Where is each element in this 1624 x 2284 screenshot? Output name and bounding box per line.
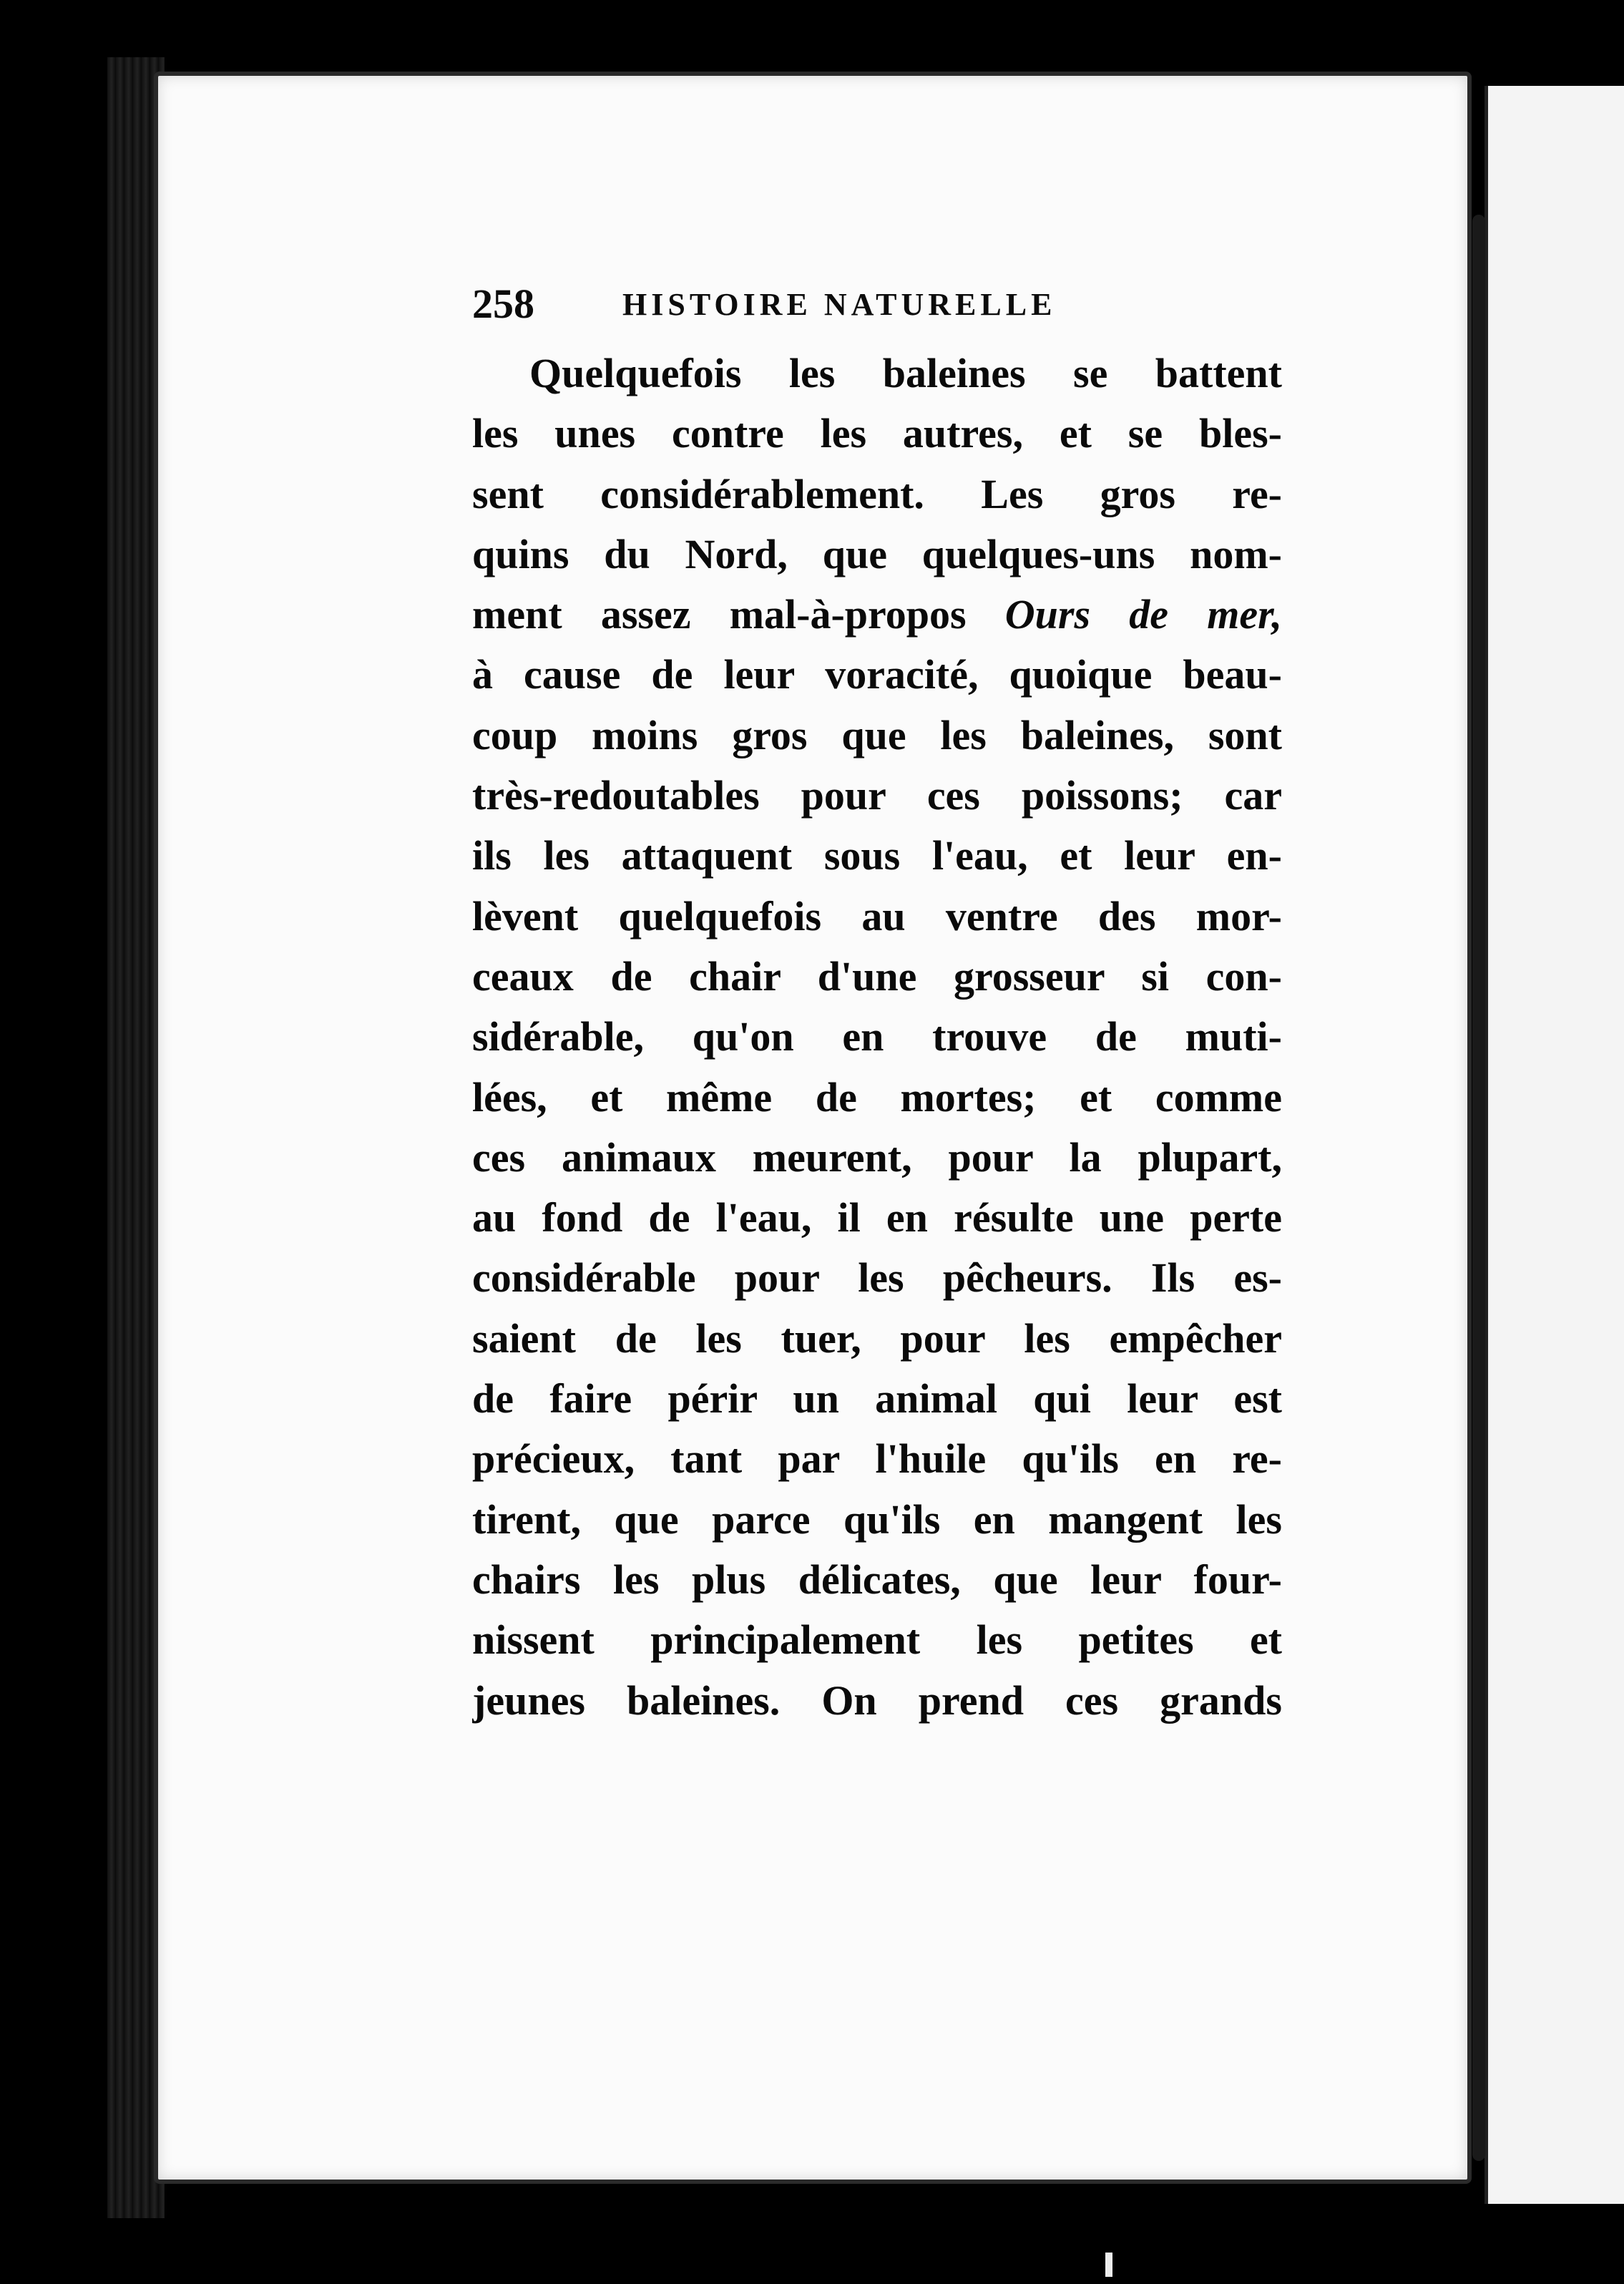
- text-line: jeunes baleines. On prend ces grands: [472, 1677, 1282, 1724]
- text-line: au fond de l'eau, il en résulte une perte: [472, 1194, 1282, 1241]
- body-text: [472, 343, 1282, 1731]
- text-line: lées, et même de mortes; et comme: [472, 1073, 1282, 1121]
- text-line: précieux, tant par l'huile qu'ils en re-: [472, 1435, 1282, 1483]
- page-number: 258: [472, 280, 534, 327]
- text-line: de faire périr un animal qui leur est: [472, 1375, 1282, 1422]
- text-line: ils les attaquent sous l'eau, et leur en-: [472, 832, 1282, 879]
- text-line: ceaux de chair d'une grosseur si con-: [472, 952, 1282, 1000]
- text-line: chairs les plus délicates, que leur four-: [472, 1556, 1282, 1603]
- text-line: coup moins gros que les baleines, sont: [472, 711, 1282, 758]
- text-line: sent considérablement. Les gros re-: [472, 470, 1282, 517]
- text-line: les unes contre les autres, et se bles-: [472, 410, 1282, 457]
- text-line: tirent, que parce qu'ils en mangent les: [472, 1495, 1282, 1543]
- text-line: à cause de leur voracité, quoique beau-: [472, 651, 1282, 698]
- text-line: considérable pour les pêcheurs. Ils es-: [472, 1254, 1282, 1302]
- text-line: Quelquefois les baleines se battent: [529, 350, 1282, 396]
- text-line: lèvent quelquefois au ventre des mor-: [472, 892, 1282, 940]
- page-header: [472, 279, 1159, 329]
- text-line: sidérable, qu'on en trouve de muti-: [472, 1013, 1282, 1060]
- running-head: HISTOIRE NATURELLE: [622, 287, 1057, 322]
- italic-phrase: Ours de mer,: [1004, 591, 1282, 638]
- text-line: ces animaux meurent, pour la plupart,: [472, 1133, 1282, 1181]
- text-line: nissent principalement les petites et: [472, 1616, 1282, 1664]
- text-segment: ment assez mal-à-propos: [472, 591, 967, 638]
- text-line-with-italic: [472, 585, 1282, 645]
- text-line: saient de les tuer, pour les empêcher: [472, 1314, 1282, 1362]
- scan-artifact-mark: [1105, 2253, 1112, 2277]
- facing-page-edge: [1484, 86, 1624, 2204]
- text-line: quins du Nord, que quelques-uns nom-: [472, 530, 1282, 577]
- page-gutter-shadow: [1472, 215, 1485, 2161]
- text-line: très-redoutables pour ces poissons; car: [472, 772, 1282, 819]
